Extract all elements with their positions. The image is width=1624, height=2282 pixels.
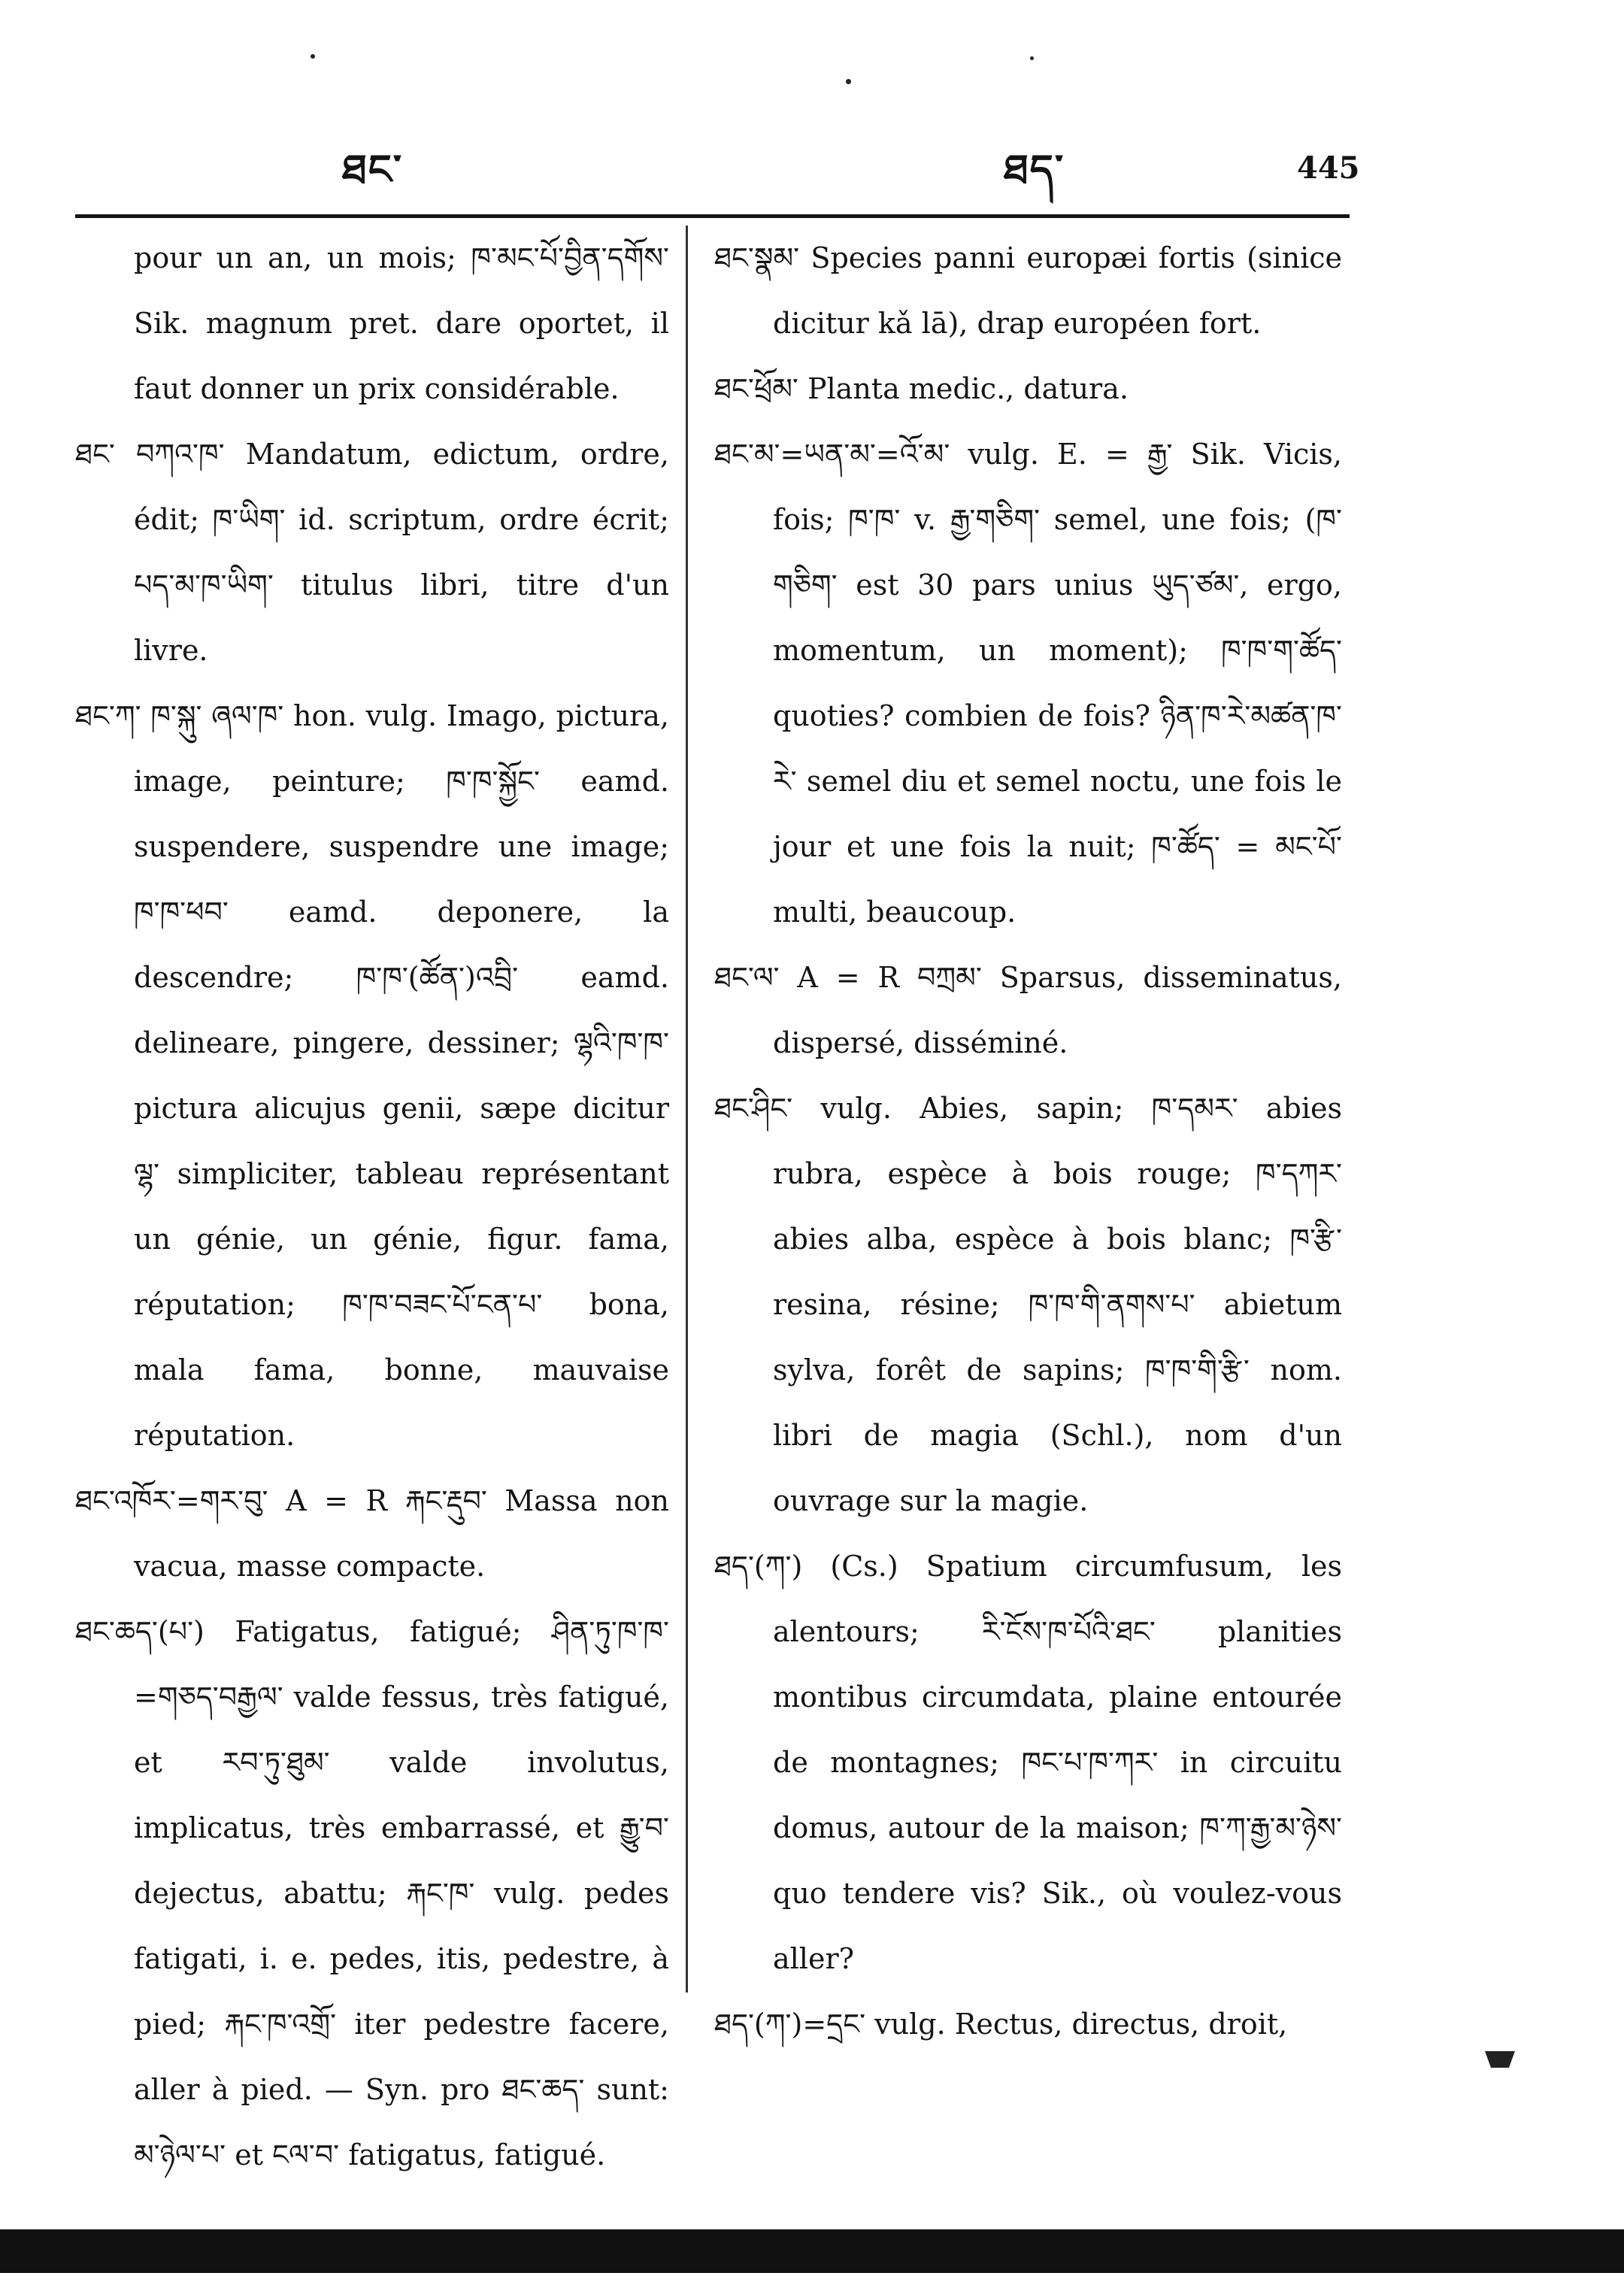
header-rule [75, 214, 1350, 218]
entry: ཐང་ བཀའ་ཁ་ Mandatum, edictum, ordre, édit; ཁ་ཡིག་ id. scriptum, ordre écrit; པད་མ་ཁ་ཡིག་ titulus libri, titre d'un livre. [75, 438, 669, 667]
entry: ཐང་ཤིང་ vulg. Abies, sapin; ཁ་དམར་ abies rubra, espèce à bois rouge; ཁ་དཀར་ abies alba, espèce à bois blanc; ཁ་རྩི་ resina, résine; ཁ་ཁ་གི་ནགས་པ་ abietum sylva, forêt de sapins; ཁ་ཁ་གི་རྩི་ nom. libri de magia (Schl.), nom d'un ouvrage sur la magie. [714, 1092, 1342, 1517]
header-right-headword: ཐད་ [1004, 146, 1065, 193]
header-left-headword: ཐང་ [342, 146, 404, 193]
page-number: 445 [1297, 150, 1360, 186]
right-column [714, 226, 1342, 2057]
entry: ཐང་སྣམ་ Species panni europæi fortis (sinice dicitur kǎ lā), drap européen fort. [714, 241, 1342, 340]
entry: ཐང་འཁོར་=གར་བུ་ A = R རྐང་རྡུབ་ Massa non vacua, masse compacte. [75, 1484, 669, 1583]
entry: ཐང་ཆད་(པ་) Fatigatus, fatigué; ཤིན་ཏུ་ཁ་ཁ་ =གཅད་བརྒྱལ་ valde fessus, très fatigué, et རབ་ཏུ་ཐུམ་ valde involutus, implicatus, très embarrassé, et རྒྱུ་བ་ dejectus, abattu; རྐང་ཁ་ vulg. pedes fatigati, i. e. pedes, itis, pedestre, à pied; རྐང་ཁ་འགྲོ་ iter pedestre facere, aller à pied. — Syn. pro ཐང་ཆད་ sunt: མ་ཉེལ་པ་ et ངལ་བ་ fatigatus, fatigué. [75, 1615, 669, 2171]
entry: ཐང་ཕྲོམ་ Planta medic., datura. [714, 372, 1129, 405]
entry: ཐང་ལ་ A = R བཀྲམ་ Sparsus, disseminatus, dispersé, disséminé. [714, 961, 1342, 1059]
entry: ཐད་(ཀ་) (Cs.) Spatium circumfusum, les alentours; རི་ངོས་ཁ་པོའི་ཐང་ planities montibus circumdata, plaine entourée de montagnes; ཁང་པ་ཁ་ཀར་ in circuitu domus, autour de la maison; ཁ་ཀ་རྒྱ་མ་ཉེས་ quo tendere vis? Sik., où voulez-vous aller? [714, 1550, 1342, 1975]
printer-mark [1485, 2051, 1515, 2068]
left-column [75, 226, 669, 2188]
ink-speck [311, 54, 315, 59]
entry: ཐད་(ཀ་)=དྲང་ vulg. Rectus, directus, droit, [714, 2008, 1288, 2041]
entry: ཐང་མ་=ཡན་མ་=འོ་མ་ vulg. E. = རྒྱ་ Sik. Vicis, fois; ཁ་ཁ་ v. རྒྱ་གཅིག་ semel, une fois; (ཁ་གཅིག་ est 30 pars unius ཡུད་ཙམ་, ergo, momentum, un moment); ཁ་ཁ་ག་ཚོད་ quoties? combien de fois? ཉིན་ཁ་རེ་མཚན་ཁ་རེ་ semel diu et semel noctu, une fois le jour et une fois la nuit; ཁ་ཚོད་ = མང་པོ་ multi, beaucoup. [714, 438, 1342, 929]
ink-speck [1030, 56, 1034, 60]
column-divider [686, 226, 688, 1993]
entry: ཐང་ཀ་ ཁ་སྐུ་ ཞལ་ཁ་ hon. vulg. Imago, pictura, image, peinture; ཁ་ཁ་སྐྱོང་ eamd. suspendere, suspendre une image; ཁ་ཁ་ཕབ་ eamd. deponere, la descendre; ཁ་ཁ་(ཚོན་)འབྲི་ eamd. delineare, pingere, dessiner; ལྷའི་ཁ་ཁ་ pictura alicujus genii, sæpe dicitur ལྷ་ simpliciter, tableau représentant un génie, un génie, figur. fama, réputation; ཁ་ཁ་བཟང་པོ་ངན་པ་ bona, mala fama, bonne, mauvaise réputation. [75, 699, 669, 1452]
scan-border-band [0, 2229, 1624, 2273]
ink-speck [846, 79, 851, 84]
entry: pour un an, un mois; ཁ་མང་པོ་བྱིན་དགོས་ Sik. magnum pret. dare oportet, il faut donner un prix considérable. [134, 241, 669, 405]
